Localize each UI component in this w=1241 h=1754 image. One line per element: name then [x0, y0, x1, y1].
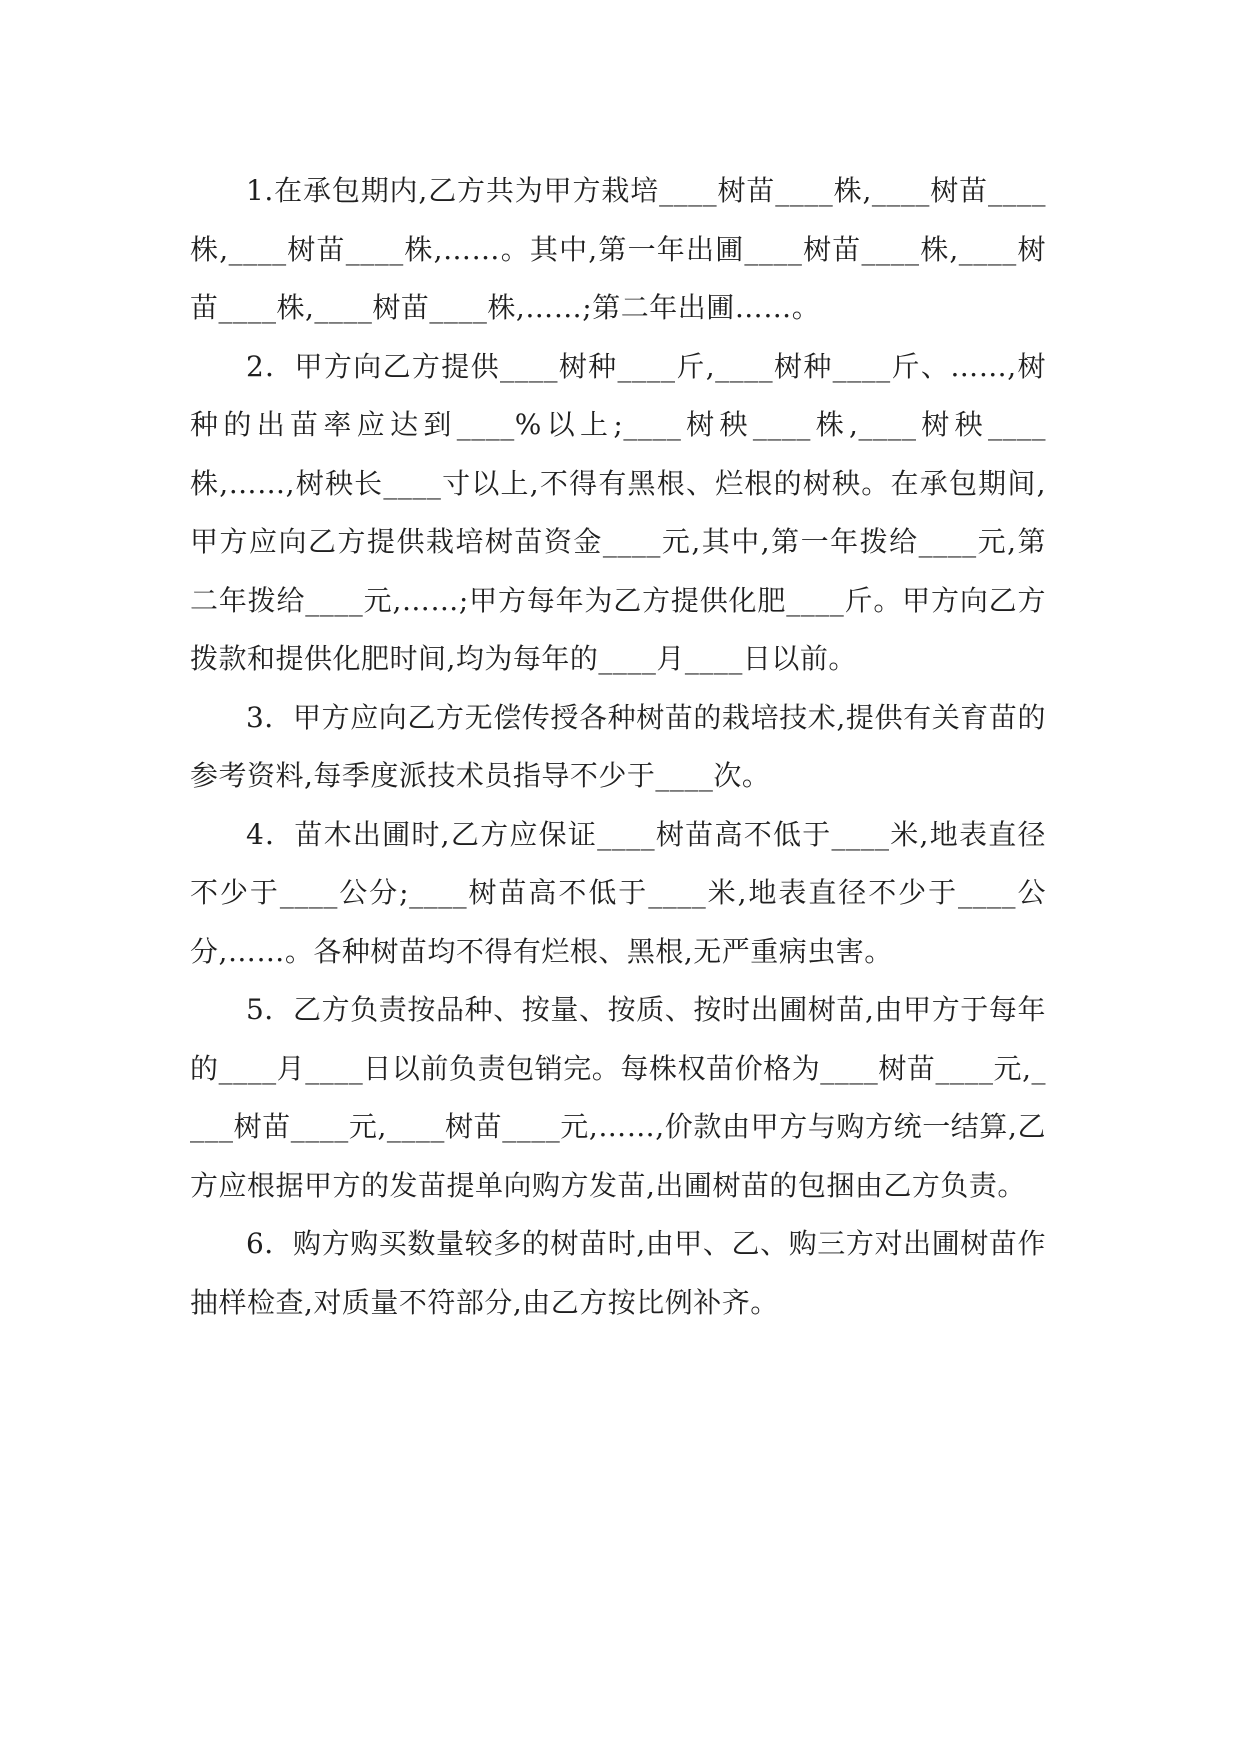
clause-6: 6．购方购买数量较多的树苗时,由甲、乙、购三方对出圃树苗作抽样检查,对质量不符部分,由乙方按比例补齐。 [190, 1227, 1046, 1319]
clause-1: 1.在承包期内,乙方共为甲方栽培____树苗____株,____树苗____株,____树苗____株,……。其中,第一年出圃____树苗____株,____树苗____株,____树苗____株,……;第二年出圃……。 [190, 174, 1046, 324]
clause-2: 2．甲方向乙方提供____树种____斤,____树种____斤、……,树种的出苗率应达到____%以上;____树秧____株,____树秧____株,……,树秧长____寸以上,不得有黑根、烂根的树秧。在承包期间,甲方应向乙方提供栽培树苗资金____元,其中,第一年拨给____元,第二年拨给____元,……;甲方每年为乙方提供化肥____斤。甲方向乙方拨款和提供化肥时间,均为每年的____月____日以前。 [190, 349, 1046, 675]
clause-5: 5．乙方负责按品种、按量、按质、按时出圃树苗,由甲方于每年的____月____日以前负责包销完。每株权苗价格为____树苗____元,____树苗____元,____树苗____元,……,价款由甲方与购方统一结算,乙方应根据甲方的发苗提单向购方发苗,出圃树苗的包捆由乙方负责。 [190, 993, 1046, 1202]
clause-4: 4．苗木出圃时,乙方应保证____树苗高不低于____米,地表直径不少于____公分;____树苗高不低于____米,地表直径不少于____公分,……。各种树苗均不得有烂根、黑根,无严重病虫害。 [190, 817, 1046, 968]
clause-3: 3．甲方应向乙方无偿传授各种树苗的栽培技术,提供有关育苗的参考资料,每季度派技术员指导不少于____次。 [190, 700, 1046, 792]
contract-body [190, 162, 1046, 1332]
